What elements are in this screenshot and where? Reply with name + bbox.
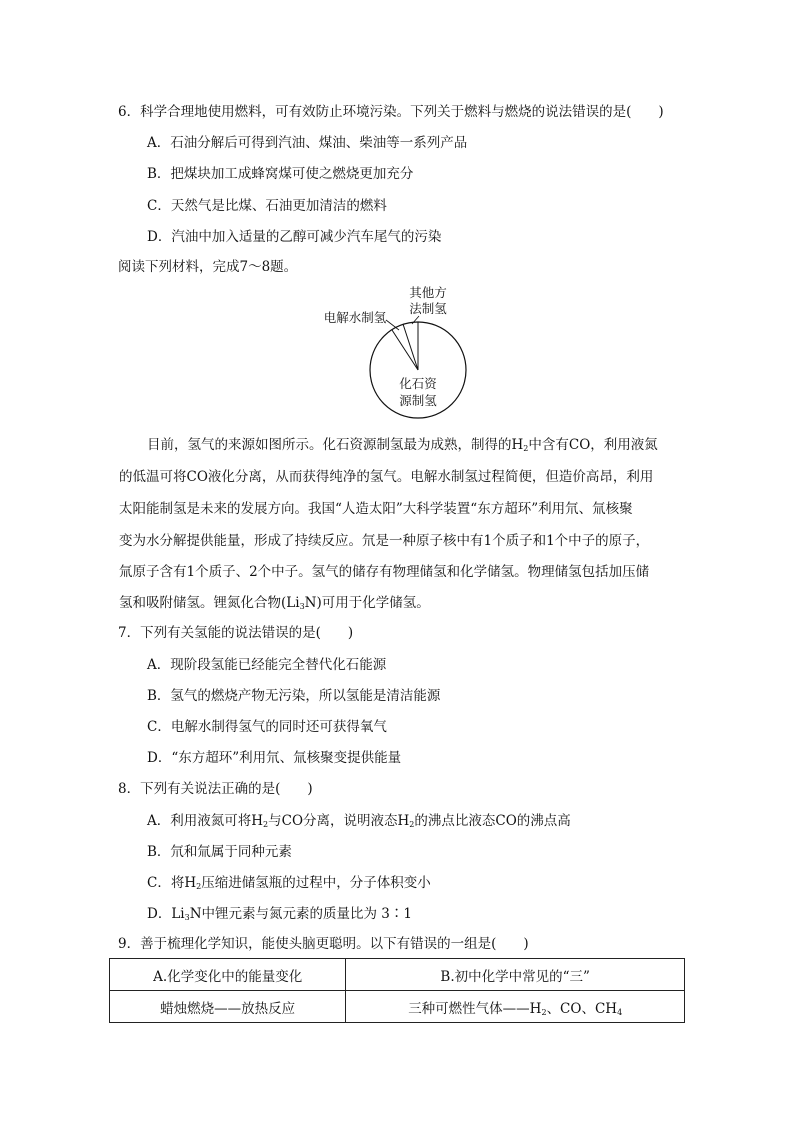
passage-text: 氢和吸附储氢。锂氮化合物(Li [119, 595, 300, 611]
passage-line-2: 的低温可将CO液化分离，从而获得纯净的氢气。电解水制氢过程简便，但造价高昂，利用 [119, 469, 654, 485]
electrolysis-leader-line [386, 320, 399, 330]
passage-line-5: 氚原子含有1个质子、2个中子。氢气的储存有物理储氢和化学储氢。物理储氢包括加压储 [119, 564, 650, 580]
q8-option-b: B．氘和氚属于同种元素 [147, 844, 292, 860]
option-text: C．将H [147, 875, 197, 891]
table-row [110, 991, 685, 1023]
passage-text: N)可用于化学储氢。 [304, 595, 430, 611]
subscript: 3 [184, 913, 190, 922]
subscript: 2 [409, 820, 415, 829]
cell-text: 三种可燃性气体——H [408, 1000, 542, 1017]
subscript: 2 [523, 444, 529, 453]
label-other-method-line1: 其他方 [409, 285, 447, 300]
q6-stem: 6．科学合理地使用燃料，可有效防止环境污染。下列关于燃料与燃烧的说法错误的是( ) [118, 104, 664, 120]
passage-text: 目前，氢气的来源如图所示。化石资源制氢最为成熟，制得的H [147, 437, 524, 453]
hydrogen-source-pie-chart [300, 282, 500, 430]
q6-option-a: A．石油分解后可得到汽油、煤油、柴油等一系列产品 [147, 135, 468, 151]
option-text: 压缩进储氢瓶的过程中，分子体积变小 [201, 875, 431, 891]
label-electrolysis: 电解水制氢 [323, 310, 387, 325]
pie-slice-boundary-2 [403, 324, 418, 370]
passage-line-3: 太阳能制氢是未来的发展方向。我国“人造太阳”大科学装置“东方超环”利用氘、氚核聚 [119, 501, 633, 517]
q8-option-d [147, 905, 412, 923]
label-fossil-line2: 源制氢 [399, 393, 437, 408]
table-header-a: A.化学变化中的能量变化 [110, 959, 346, 991]
q6-option-c: C．天然气是比煤、石油更加清洁的燃料 [147, 198, 387, 214]
q9-table [109, 958, 685, 1023]
subscript: 2 [541, 1007, 547, 1017]
subscript: 4 [617, 1007, 623, 1017]
table-header-b: B.初中化学中常见的“三” [346, 959, 685, 991]
q8-option-a [147, 812, 571, 830]
label-fossil-line1: 化石资 [399, 376, 437, 391]
q7-option-b: B．氢气的燃烧产物无污染，所以氢能是清洁能源 [147, 688, 441, 704]
option-text: D．Li [147, 906, 185, 922]
q7-option-d: D．“东方超环”利用氘、氚核聚变提供能量 [147, 750, 402, 766]
table-row [110, 959, 685, 991]
q7-option-c: C．电解水制得氢气的同时还可获得氧气 [147, 719, 387, 735]
q8-stem: 8．下列有关说法正确的是( ) [118, 781, 313, 797]
option-text: 与CO分离，说明液态H [268, 813, 410, 829]
label-other-method-line2: 法制氢 [409, 301, 447, 316]
passage-text: 中含有CO，利用液氮 [528, 437, 658, 453]
option-text: 的沸点比液态CO的沸点高 [414, 813, 571, 829]
q6-option-b: B．把煤块加工成蜂窝煤可使之燃烧更加充分 [147, 166, 414, 182]
reading-intro: 阅读下列材料，完成7～8题。 [118, 259, 298, 275]
passage-line-1 [147, 436, 658, 454]
option-text: A．利用液氮可将H [147, 813, 264, 829]
option-text: N中锂元素与氮元素的质量比为 3∶1 [189, 906, 412, 922]
q7-stem: 7．下列有关氢能的说法错误的是( ) [118, 625, 354, 641]
table-cell-a1: 蜡烛燃烧——放热反应 [110, 991, 346, 1023]
passage-line-4: 变为水分解提供能量，形成了持续反应。氘是一种原子核中有1个质子和1个中子的原子， [119, 533, 650, 549]
q7-option-a: A．现阶段氢能已经能完全替代化石能源 [147, 657, 387, 673]
q9-stem: 9．善于梳理化学知识，能使头脑更聪明。以下有错误的一组是( ) [118, 936, 529, 952]
table-cell-b1 [346, 991, 685, 1023]
subscript: 2 [196, 882, 202, 891]
cell-text: 、CO、CH [546, 1000, 618, 1017]
subscript: 2 [263, 820, 269, 829]
q8-option-c [147, 874, 431, 892]
pie-slice-boundary-3 [392, 330, 418, 370]
passage-line-6 [119, 594, 430, 612]
subscript: 3 [299, 602, 305, 611]
q6-option-d: D．汽油中加入适量的乙醇可减少汽车尾气的污染 [147, 229, 442, 245]
